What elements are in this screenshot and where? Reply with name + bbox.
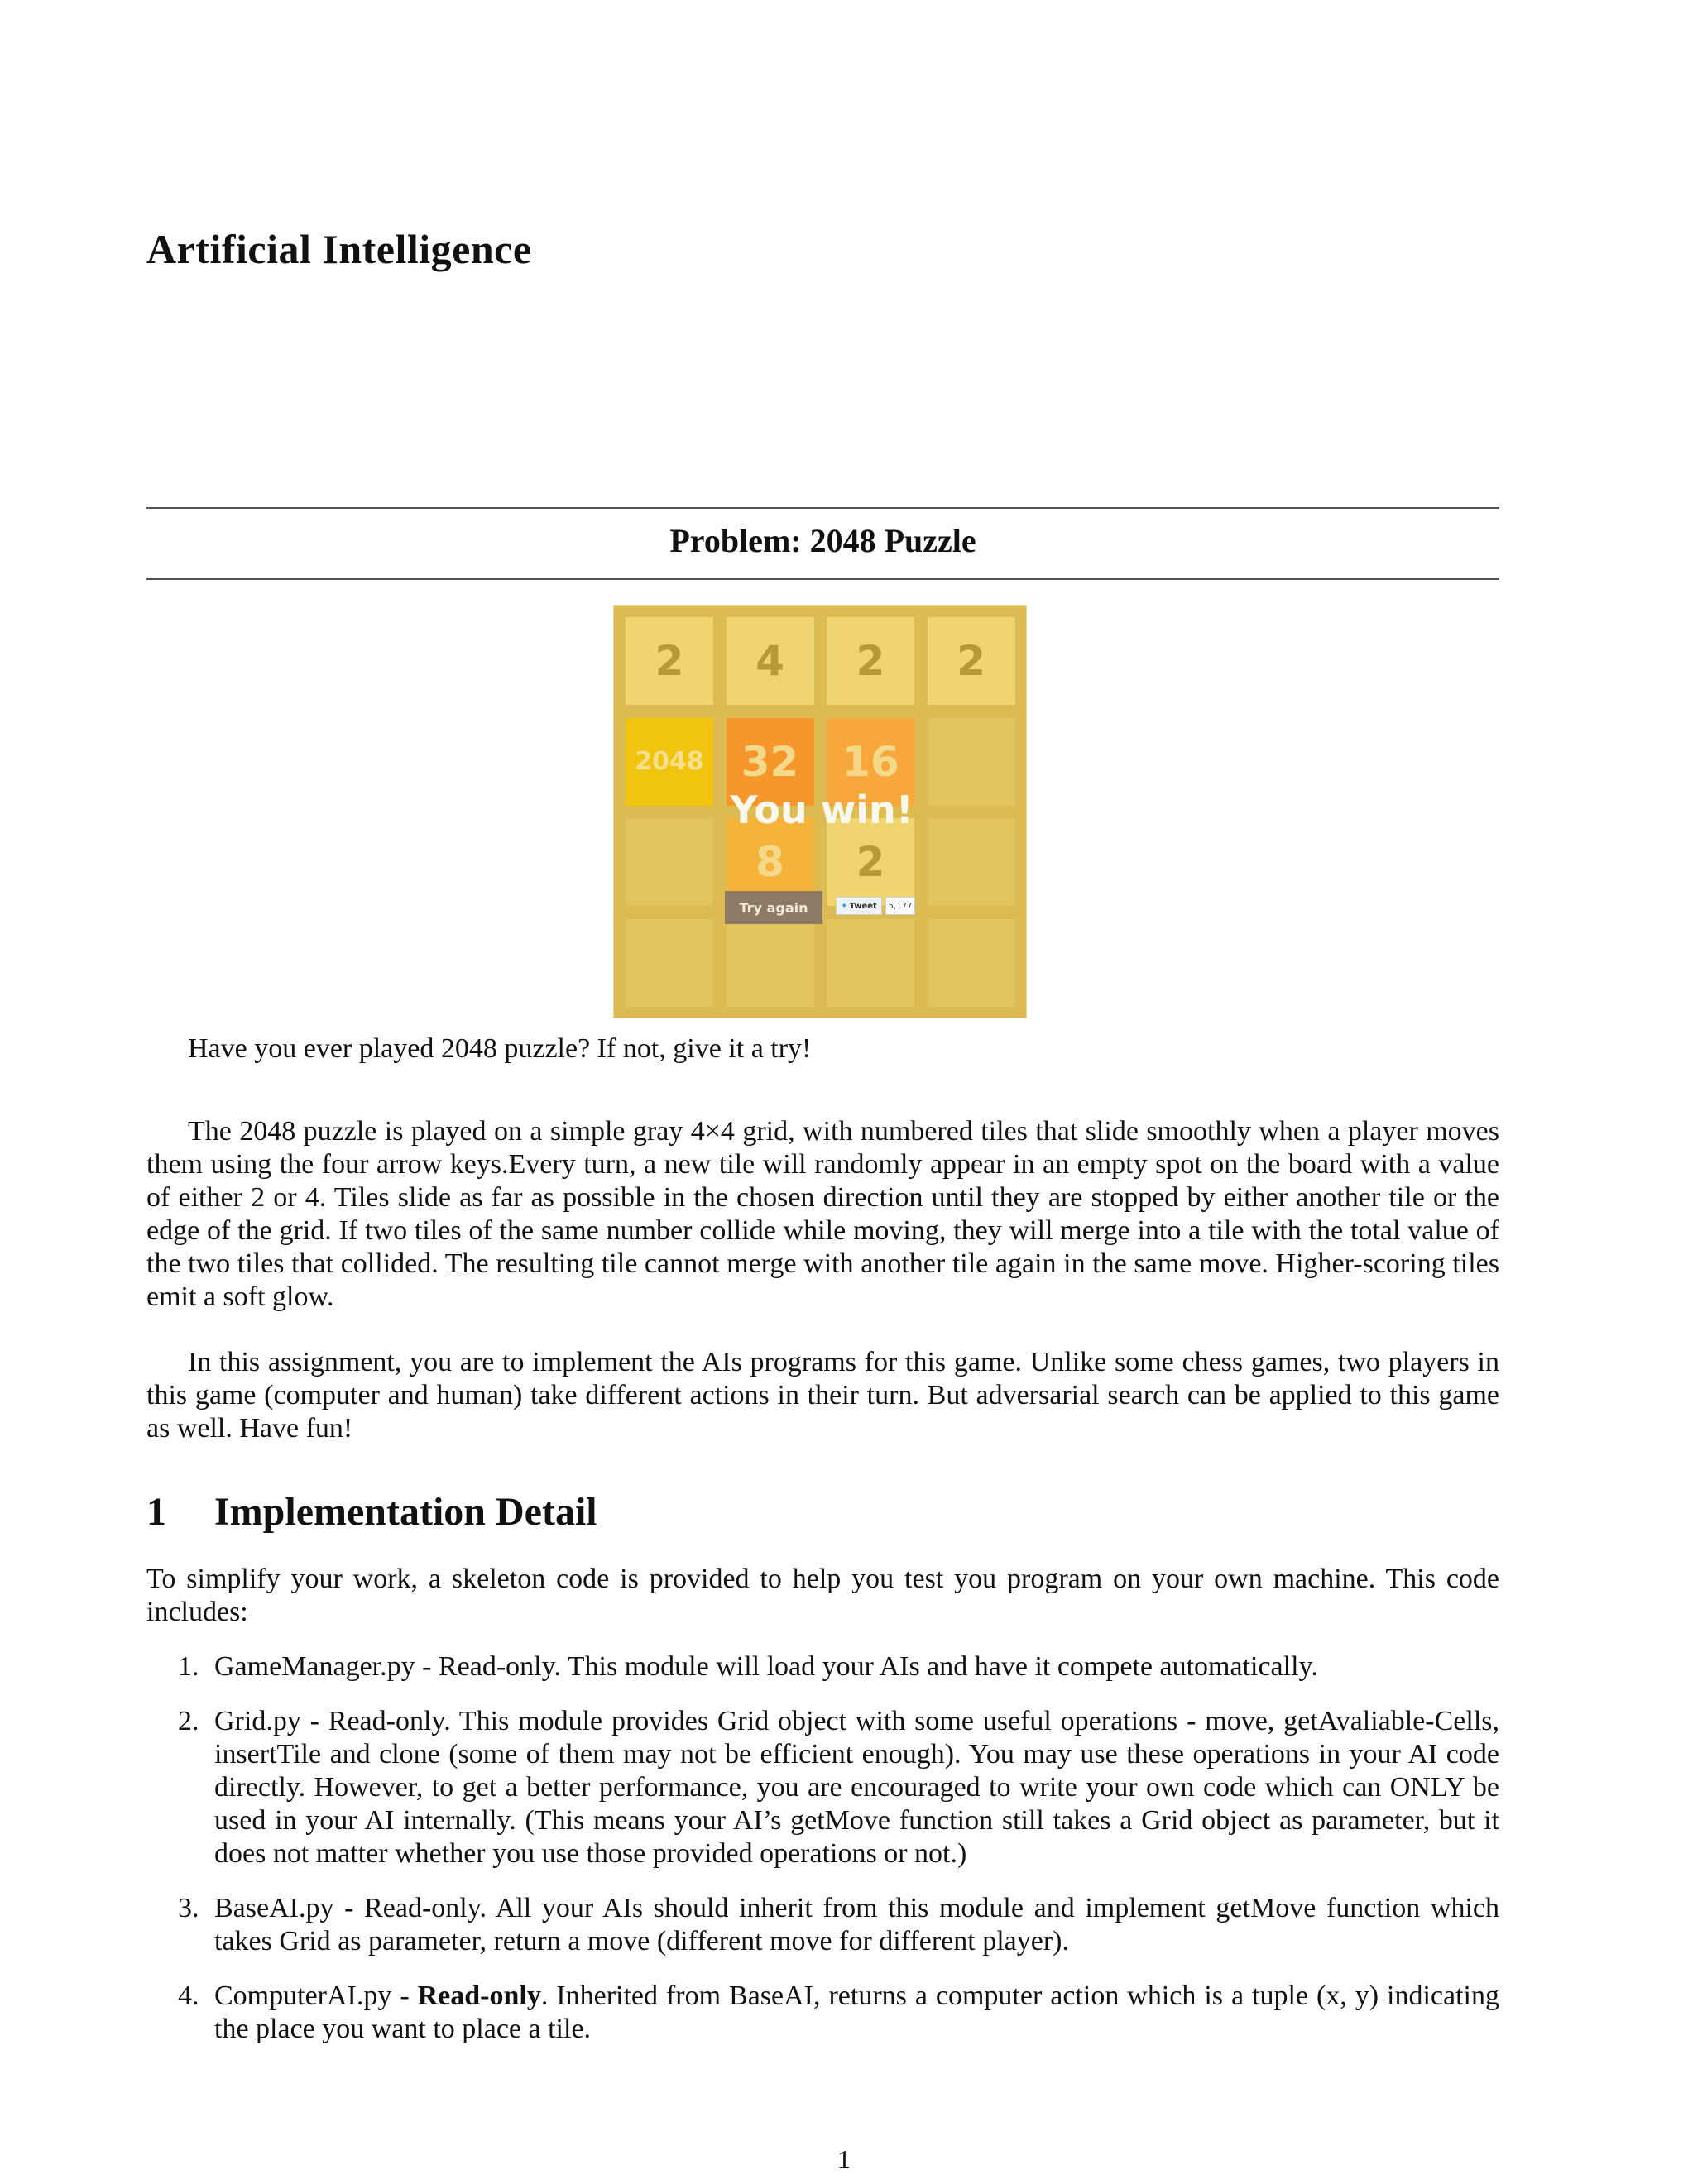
empty-cell bbox=[626, 818, 713, 906]
empty-cell bbox=[928, 718, 1015, 806]
item-text: BaseAI.py - Read-only. All your AIs should inherit from this module and implement getMove function which takes Grid as parameter, return a move (different move for different player). bbox=[214, 1893, 1499, 1956]
tile-2: 2 bbox=[827, 818, 914, 906]
tweet-button bbox=[836, 897, 882, 915]
tile-2048: 2048 bbox=[626, 718, 713, 806]
problem-title: Problem: 2048 Puzzle bbox=[669, 522, 976, 559]
file-list bbox=[146, 1650, 1499, 2067]
item-number: 2. bbox=[178, 1706, 199, 1736]
game-2048-screenshot bbox=[613, 605, 1027, 1018]
paragraph-assignment: In this assignment, you are to implement the AIs programs for this game. Unlike some chess games, two players in this game (computer and human) take different actions in their turn. But adversarial search can be applied to this game as well. Have fun! bbox=[146, 1347, 1499, 1444]
list-item bbox=[146, 1705, 1499, 1870]
try-again-button: Try again bbox=[725, 891, 822, 924]
tile-16: 16 bbox=[827, 718, 914, 806]
empty-cell bbox=[928, 919, 1015, 1007]
list-item bbox=[146, 1650, 1499, 1684]
you-win-message: You win! bbox=[730, 788, 914, 832]
item-number: 4. bbox=[178, 1980, 199, 2011]
bottom-rule bbox=[146, 578, 1499, 580]
page-number: 1 bbox=[837, 2144, 851, 2174]
empty-cell bbox=[827, 919, 914, 1007]
section-number: 1 bbox=[146, 1490, 166, 1534]
item-text: GameManager.py - Read-only. This module will load your AIs and have it compete automatically. bbox=[214, 1651, 1318, 1682]
section-title: Implementation Detail bbox=[214, 1490, 597, 1534]
list-item bbox=[146, 1980, 1499, 2046]
tweet-label: Tweet bbox=[849, 901, 877, 911]
section-heading bbox=[146, 1489, 597, 1535]
intro-text: Have you ever played 2048 puzzle? If not, give it a try! bbox=[188, 1033, 812, 1064]
item-number: 1. bbox=[178, 1651, 199, 1682]
paragraph-rules: The 2048 puzzle is played on a simple gray 4×4 grid, with numbered tiles that slide smoothly when a player moves them using the four arrow keys.Every turn, a new tile will randomly appear in an empty spot on the board with a value of either 2 or 4. Tiles slide as far as possible in the chosen direction until they are stopped by either another tile or the edge of the grid. If two tiles of the same number collide while moving, they will merge into a tile with the total value of the two tiles that collided. The resulting tile cannot merge with another tile again in the same move. Higher-scoring tiles emit a soft glow. bbox=[146, 1116, 1499, 1312]
tile-32: 32 bbox=[727, 718, 814, 806]
tile-8: 8 bbox=[727, 818, 814, 906]
item-number: 3. bbox=[178, 1893, 199, 1923]
section-intro: To simplify your work, a skeleton code is provided to help you test you program on your own machine. This code includes: bbox=[146, 1564, 1499, 1627]
empty-cell bbox=[727, 919, 814, 1007]
item-text-rest: . Inherited from BaseAI, returns a computer action which is a tuple (x, y) indicating the place you want to place a tile. bbox=[214, 1980, 1499, 2044]
item-text: ComputerAI.py - bbox=[214, 1980, 418, 2011]
tweet-count: 5,177 bbox=[885, 897, 915, 915]
item-text: Grid.py - Read-only. This module provides Grid object with some useful operations - move, getAvaliable-Cells, insertTile and clone (some of them may not be efficient enough). You may use these operations in your AI code directly. However, to get a better performance, you are encouraged to write your own code which can ONLY be used in your AI internally. (This means your AI’s getMove function still takes a Grid object as parameter, but it does not matter whether you use those provided operations or not.) bbox=[214, 1706, 1499, 1869]
tile-2: 2 bbox=[626, 617, 713, 705]
top-rule bbox=[146, 507, 1499, 509]
empty-cell bbox=[928, 818, 1015, 906]
tile-2: 2 bbox=[827, 617, 914, 705]
twitter-bird-icon: ✦ bbox=[841, 901, 848, 911]
list-item bbox=[146, 1892, 1499, 1958]
tile-2: 2 bbox=[928, 617, 1015, 705]
tile-4: 4 bbox=[727, 617, 814, 705]
empty-cell bbox=[626, 919, 713, 1007]
item-bold-text: Read-only bbox=[417, 1980, 541, 2011]
course-title: Artificial Intelligence bbox=[146, 226, 532, 272]
